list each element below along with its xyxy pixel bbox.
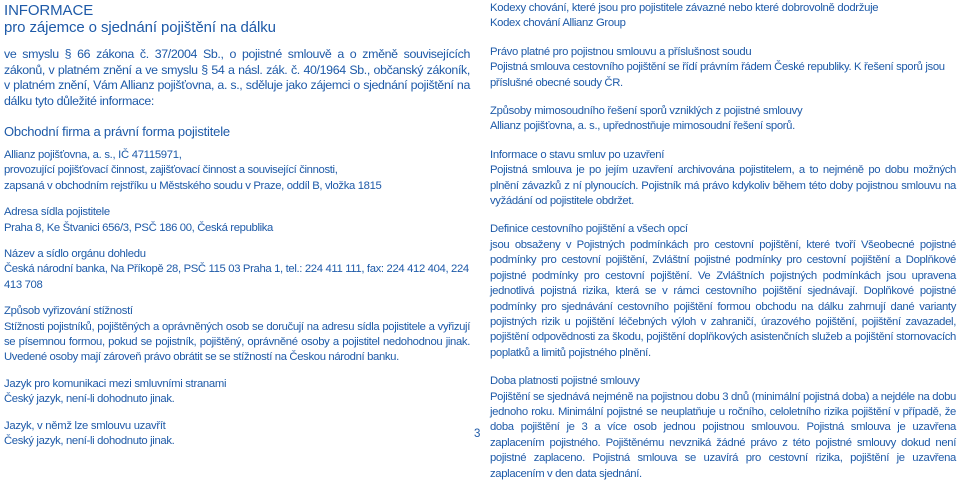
block-text: Kodex chování Allianz Group: [490, 17, 626, 30]
block-heading: Informace o stavu smluv po uzavření: [490, 148, 665, 161]
header-subtitle: pro zájemce o sjednání pojištění na dálku: [4, 19, 276, 36]
intro-paragraph: ve smyslu § 66 zákona č. 37/2004 Sb., o pojistné smlouvě a o změně souvisejících zákonů, v platném znění a ve smyslu § 54 a násl. zák. č. 40/1964 Sb., občanský zákoník, v platném znění, Vám Allianz pojišťovna, a. s., sděluje jako zájemci o sjednání pojištění na dálku tyto důležité informace:: [4, 47, 470, 108]
info-block-communication-language: [4, 377, 470, 408]
info-block-codes-of-conduct: [490, 1, 956, 32]
info-block-applicable-law: [490, 45, 956, 91]
block-heading: Jazyk, v němž lze smlouvu uzavřít: [4, 419, 166, 432]
info-block-complaints: [4, 304, 470, 366]
document-header: [4, 2, 470, 36]
block-text: Allianz pojišťovna, a. s., upřednostňuje mimosoudní řešení sporů.: [490, 120, 795, 133]
info-block-validity: [490, 374, 956, 482]
header-title: INFORMACE: [4, 2, 94, 19]
section-title: Obchodní firma a právní forma pojistitele: [4, 124, 230, 139]
block-heading: Název a sídlo orgánu dohledu: [4, 248, 146, 261]
block-text: Český jazyk, není-li dohodnuto jinak.: [4, 393, 175, 406]
info-block-contract-language: [4, 419, 470, 450]
info-block-company: [4, 148, 470, 194]
block-heading: Definice cestovního pojištění a všech opcí: [490, 223, 688, 236]
info-block-contract-status: [490, 148, 956, 210]
info-block-supervisor: [4, 247, 470, 293]
block-text: jsou obsaženy v Pojistných podmínkách pro cestovní pojištění, které tvoří Všeobecné pojistné podmínky pro cestovní pojištění, Zvláštní pojistné podmínky pro cestovní pojištění a Doplňkové pojistné podmínky pro cestovní pojištění. Ve Zvláštních pojistných podmínkách jsou upravena jednotlivá pojistná rizika, která se v rámci cestovního pojištění sjednávají. Doplňkové pojistné podmínky pro sjednávání cestovního pojištění formou obchodu na dálku zahrnují dané varianty pojistných rizik u pojištění léčebných výloh v zahraničí, úrazového pojištění, pojištění zavazadel, pojištění odpovědnosti za škodu, pojištění doplňkových asistenčních služeb a pojištění stornovacích poplatků a limitů pojistného plnění.: [490, 238, 956, 359]
block-heading: Právo platné pro pojistnou smlouvu a příslušnost soudu: [490, 45, 752, 58]
block-text: Pojistná smlouva je po jejím uzavření archivována pojistitelem, a to nejméně po dobu možných plnění závazků z ní plynoucích. Pojistník má právo kdykoliv během této doby pojistnou smlouvu na vyžádání od pojistitele obdržet.: [490, 164, 956, 208]
block-heading: Kodexy chování, které jsou pro pojistitele závazné nebo které dobrovolně dodržuje: [490, 2, 879, 14]
info-block-definitions: [490, 222, 956, 361]
info-block-address: [4, 205, 470, 236]
right-column: [490, 0, 956, 482]
block-text: provozující pojišťovací činnost, zajišťovací činnost a související činnosti,: [4, 164, 338, 177]
info-block-dispute-resolution: [490, 104, 956, 135]
page-number: 3: [474, 428, 481, 440]
block-heading: Allianz pojišťovna, a. s., IČ 47115971,: [4, 149, 182, 161]
block-text: Pojištění se sjednává nejméně na pojistnou dobu 3 dnů (minimální pojistná doba) a nejdéle na dobu jednoho roku. Minimální pojistné se neuplatňuje u ročního, celoletního rizika pojištění v případě, že doba pojištění je 3 a více osob jednou pojistnou smlouvou. Pojistná smlouva je uzavřena zaplacením pojistného. Pojištěnému nevzniká žádné právo z této pojistné smlouvy dokud není pojistné zaplaceno. Pojistná smlouva se uzavírá pro cestovní rizika, pojištění je uzavřena zaplacením v den data sjednání.: [490, 390, 956, 480]
block-heading: Doba platnosti pojistné smlouvy: [490, 375, 640, 388]
block-text: Český jazyk, není-li dohodnuto jinak.: [4, 435, 175, 448]
block-text: Pojistná smlouva cestovního pojištění se řídí právním řádem České republiky. K řešení sporů jsou příslušné obecné soudy ČR.: [490, 61, 945, 89]
block-text: zapsaná v obchodním rejstříku u Městského soudu v Praze, oddíl B, vložka 1815: [4, 179, 382, 192]
block-heading: Způsoby mimosoudního řešení sporů vzniklých z pojistné smlouvy: [490, 105, 803, 118]
block-text: Česká národní banka, Na Příkopě 28, PSČ 115 03 Praha 1, tel.: 224 411 111, fax: 224 412 404, 224 413 708: [4, 263, 469, 291]
block-text: Praha 8, Ke Štvanici 656/3, PSČ 186 00, Česká republika: [4, 221, 273, 234]
block-text: Stížnosti pojistníků, pojištěných a oprávněných osob se doručují na adresu sídla pojistitele a vyřizují se písemnou formou, pokud se pojistník, pojištěný, oprávněné osoby a pojistitel nedohodnou jinak. Uvedené osoby mají zároveň právo obrátit se se stížností na Českou národní banku.: [4, 320, 470, 364]
block-heading: Jazyk pro komunikaci mezi smluvními stranami: [4, 377, 227, 390]
block-heading: Adresa sídla pojistitele: [4, 206, 110, 219]
left-column: [4, 0, 470, 450]
block-heading: Způsob vyřizování stížností: [4, 305, 133, 318]
